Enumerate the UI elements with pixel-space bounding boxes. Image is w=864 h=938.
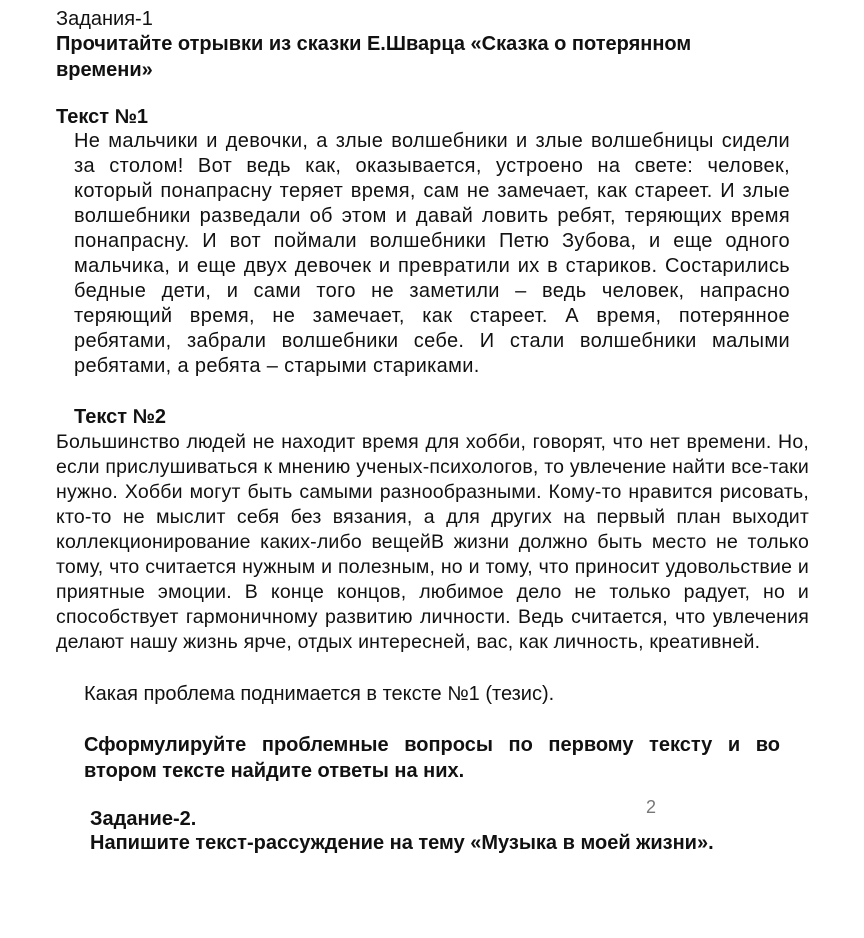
text1-paragraph: Не мальчики и девочки, а злые волшебники и злые волшебницы сидели за столом! Вот ведь как, оказывается, устроено на свете: человек, который понапрасну теряет время, сам не замечает, как стареет. И злые волшебники разведали об этом и давай ловить ребят, теряющих время понапрасну. И вот поймали волшебники Петю Зубова, и еще одного мальчика, и еще двух девочек и превратили их в стариков. Состарились бедные дети, и сами того не заметили – ведь человек, напрасно теряющий время, не замечает, как стареет. А время, потерянное ребятами, забрали волшебники себе. И стали волшебники малыми ребятами, а ребята – старыми стариками. [74,130,790,377]
problem-questions-instruction: Сформулируйте проблемные вопросы по первому тексту и во втором тексте найдите ответы на них. [84,734,780,782]
task1-title: Задания-1 [56,8,153,30]
text2-heading: Текст №2 [74,406,166,428]
text2-paragraph: Большинство людей не находит время для хобби, говорят, что нет времени. Но, если прислушиваться к мнению ученых-психологов, то увлечение найти все-таки нужно. Хобби могут быть самыми разнообразными. Кому-то нравится рисовать, кто-то не мыслит себя без вязания, а для других на первый план выходит коллекционирование каких-либо вещейВ жизни должно быть место не только тому, что считается нужным и полезным, но и тому, что приносит удовольствие и приятные эмоции. В конце концов, любимое дело не только радует, но и способствует гармоничному развитию личности. Ведь считается, что увлечения делают нашу жизнь ярче, отдых интересней, вас, как личность, креативней. [56,431,809,653]
task2-title: Задание-2. [90,808,197,830]
thesis-question: Какая проблема поднимается в тексте №1 (тезис). [84,683,555,705]
text1-heading: Текст №1 [56,106,148,128]
task1-instruction: Прочитайте отрывки из сказки Е.Шварца «Сказка о потерянном времени» [56,33,692,81]
page-number: 2 [646,797,657,817]
task2-instruction: Напишите текст-рассуждение на тему «Музыка в моей жизни». [90,832,714,854]
